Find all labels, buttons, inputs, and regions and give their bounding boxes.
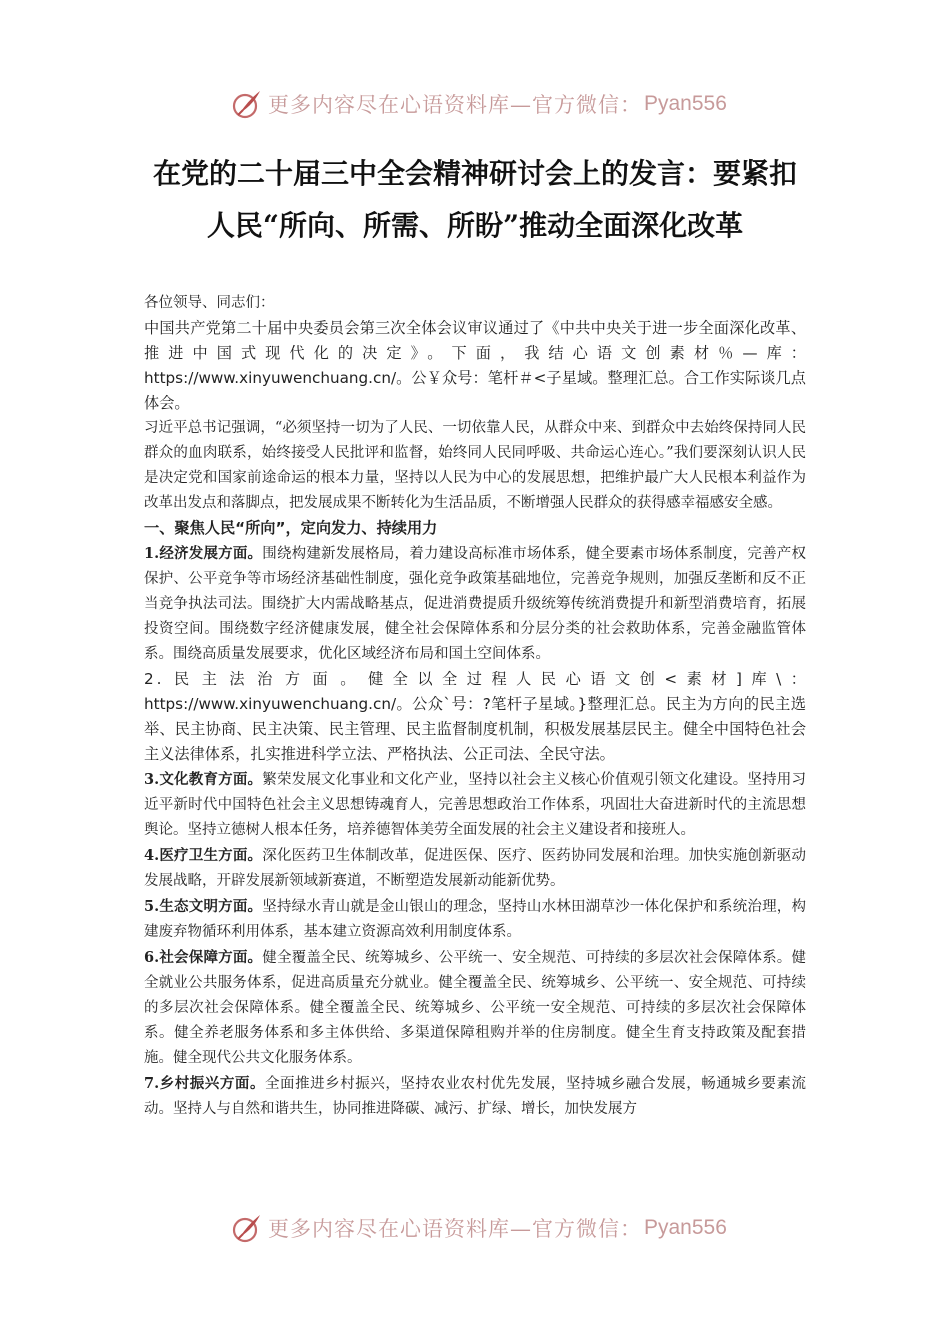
intro-paragraph: 中国共产党第二十届中央委员会第三次全体会议审议通过了《中共中央关于进一步全面深化改革、推进中国式现代化的决定》。下面，我结心语文创素材％—库：https://www.xinyuwenchuang.cn/。公￥众号：笔杆＃<子星域。整理汇总。合工作实际谈几点体会。 [144,319,806,412]
item-lead: 6.社会保障方面。 [144,949,263,966]
salutation: 各位领导、同志们： [144,295,275,311]
banner-text: 更多内容尽在心语资料库—官方微信： [268,1217,642,1241]
item-text: 深化医药卫生体制改革，促进医保、医疗、医药协同发展和治理。加快实施创新驱动发展战略，开辟发展新领域新赛道，不断塑造发展新动能新优势。 [144,848,806,889]
item-ecology [144,894,806,945]
item-text: 全面推进乡村振兴，坚持农业农村优先发展，坚持城乡融合发展，畅通城乡要素流动。坚持人与自然和谐共生，协同推进降碳、减污、扩绿、增长，加快发展方 [144,1076,806,1117]
item-lead: 1.经济发展方面。 [144,545,263,562]
item-rural-revitalization [144,1071,806,1122]
title-line-1: 在党的二十届三中全会精神研讨会上的发言：要紧扣 [152,157,797,190]
item-text: 围绕构建新发展格局，着力建设高标准市场体系，健全要素市场体系制度，完善产权保护、公平竞争等市场经济基础性制度，强化竞争政策基础地位，完善竞争规则，加强反垄断和反不正当竞争执法司法。围绕扩大内需战略基点，促进消费提质升级统筹传统消费提升和新型消费培育，拓展投资空间。围绕数字经济健康发展，健全社会保障体系和分层分类的社会救助体系，完善金融监管体系。围绕高质量发展要求，优化区域经济布局和国土空间体系。 [144,546,806,662]
footer-watermark-banner [232,1210,727,1246]
quill-logo-icon [232,1213,262,1243]
quill-logo-icon [232,89,262,119]
item-lead: 5.生态文明方面。 [144,898,263,915]
item-lead: 2.民主法治方面。 [144,670,368,688]
banner-wechat-id: Pyan556 [644,92,727,115]
header-watermark-banner [232,86,727,122]
document-title [100,148,850,252]
item-health [144,843,806,894]
item-lead: 4.医疗卫生方面。 [144,847,263,864]
banner-text: 更多内容尽在心语资料库—官方微信： [268,93,642,117]
banner-wechat-id: Pyan556 [644,1216,727,1239]
title-line-2: 人民“所向、所需、所盼”推动全面深化改革 [206,209,744,242]
quote-paragraph: 习近平总书记强调，“必须坚持一切为了人民、一切依靠人民，从群众中来、到群众中去始终保持同人民群众的血肉联系，始终接受人民批评和监督，始终同人民同呼吸、共命运心连心。”我们要深刻认识人民是决定党和国家前途命运的根本力量，坚持以人民为中心的发展思想，把维护最广大人民根本利益作为改革出发点和落脚点，把发展成果不断转化为生活品质，不断增强人民群众的获得感幸福感安全感。 [144,420,806,511]
document-body [144,291,806,1122]
item-text: 繁荣发展文化事业和文化产业，坚持以社会主义核心价值观引领文化建设。坚持用习近平新时代中国特色社会主义思想铸魂育人，完善思想政治工作体系，巩固壮大奋进新时代的主流思想舆论。坚持立德树人根本任务，培养德智体美劳全面发展的社会主义建设者和接班人。 [144,772,806,838]
item-culture [144,767,806,843]
item-text: 健全以全过程人民心语文创<素材]库\：https://www.xinyuwenchuang.cn/。公众`号：?笔杆子星域。}整理汇总。民主为方向的民主选举、民主协商、民主决策、民主管理、民主监督制度机制，积极发展基层民主。健全中国特色社会主义法律体系，扎实推进科学立法、严格执法、公正司法、全民守法。 [144,670,806,763]
item-economy [144,541,806,667]
item-democracy [144,667,806,767]
item-text: 健全覆盖全民、统筹城乡、公平统一、安全规范、可持续的多层次社会保障体系。健全就业公共服务体系，促进高质量充分就业。健全覆盖全民、统筹城乡、公平统一、安全规范、可持续的多层次社会保障体系。健全覆盖全民、统筹城乡、公平统一安全规范、可持续的多层次社会保障体系。健全养老服务体系和多主体供给、多渠道保障租购并举的住房制度。健全生育支持政策及配套措施。健全现代公共文化服务体系。 [144,950,806,1066]
item-lead: 3.文化教育方面。 [144,771,263,788]
item-social-security [144,945,806,1071]
section-heading-1: 一、聚焦人民“所向”，定向发力、持续用力 [144,519,438,537]
item-lead: 7.乡村振兴方面。 [144,1075,265,1092]
item-text: 坚持绿水青山就是金山银山的理念，坚持山水林田湖草沙一体化保护和系统治理，构建废弃物循环利用体系，基本建立资源高效利用制度体系。 [144,899,806,940]
